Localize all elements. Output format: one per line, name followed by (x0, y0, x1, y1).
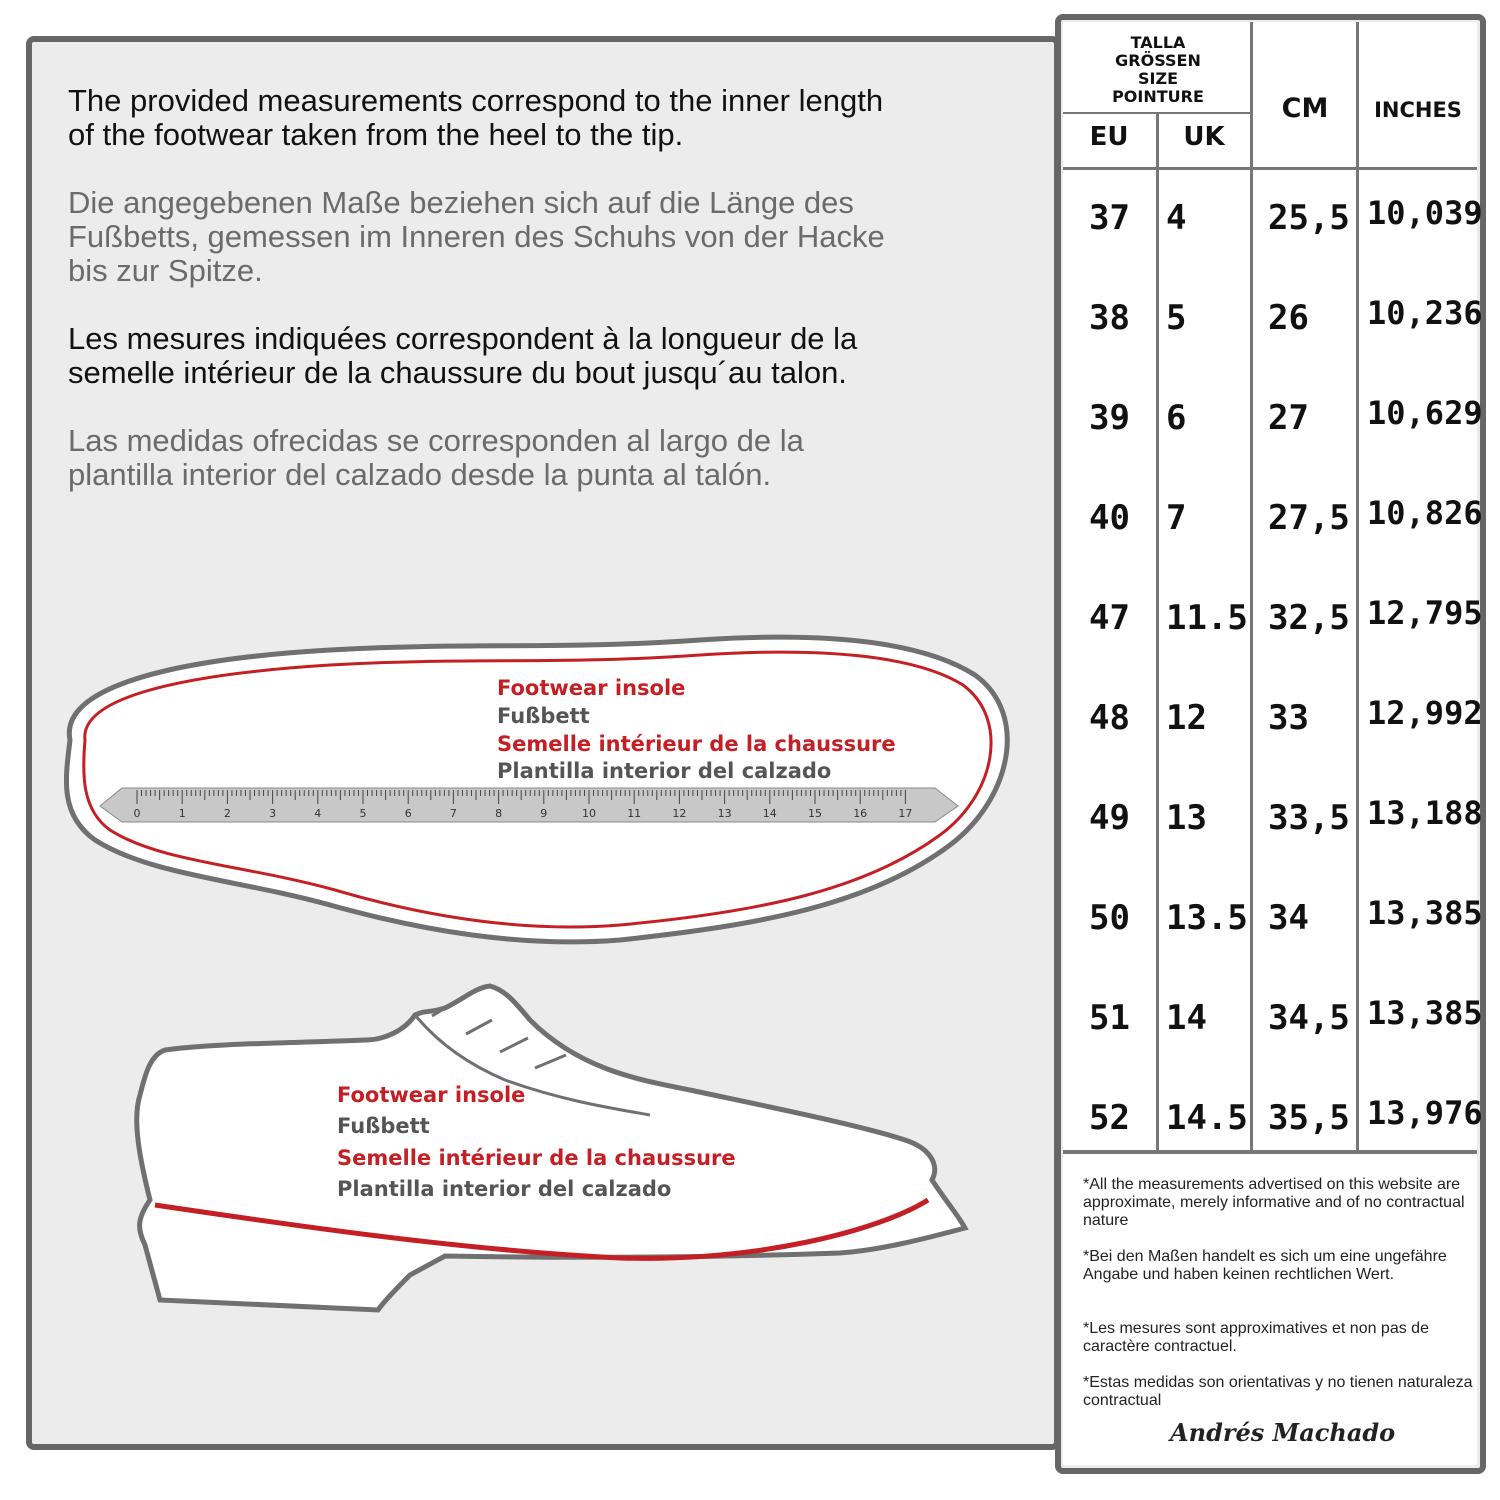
ruler-label: 8 (495, 807, 503, 820)
ruler-label: 0 (133, 807, 141, 820)
ruler-label: 12 (672, 807, 687, 820)
shoe-label-french: Semelle intérieur de la chaussure (337, 1146, 736, 1170)
ruler-label: 2 (223, 807, 231, 820)
shoe-label-english: Footwear insole (337, 1083, 526, 1107)
table-divider (1063, 167, 1477, 170)
header-cm: CM (1281, 93, 1329, 124)
ruler-label: 11 (627, 807, 642, 820)
size-cell-cm: 33,5 (1268, 798, 1350, 838)
header-uk: UK (1183, 122, 1225, 152)
size-cell-cm: 27,5 (1268, 498, 1350, 538)
intro-line: The provided measurements correspond to the inner length (68, 83, 884, 118)
size-cell-uk: 13 (1166, 798, 1207, 838)
size-cell-cm: 32,5 (1268, 598, 1350, 638)
size-cell-eu: 38 (1089, 298, 1130, 338)
size-cell-inches: 12,795 (1367, 594, 1483, 632)
size-cell-eu: 49 (1089, 798, 1130, 838)
intro-line: plantilla interior del calzado desde la punta al talón. (68, 457, 772, 492)
size-cell-uk: 6 (1166, 398, 1187, 438)
size-cell-eu: 48 (1089, 698, 1130, 738)
size-cell-eu: 50 (1089, 898, 1130, 938)
size-cell-cm: 27 (1268, 398, 1309, 438)
header-eu: EU (1089, 122, 1129, 152)
ruler-label: 9 (540, 807, 548, 820)
ruler-label: 13 (717, 807, 732, 820)
header-size-line: GRÖSSEN (1115, 51, 1201, 70)
size-cell-uk: 12 (1166, 698, 1207, 738)
ruler-label: 10 (582, 807, 596, 820)
header-inches: INCHES (1374, 98, 1462, 122)
shoe-label-german: Fußbett (337, 1114, 430, 1138)
size-cell-cm: 35,5 (1268, 1098, 1350, 1138)
size-cell-inches: 13,976 (1367, 1094, 1483, 1132)
size-cell-inches: 10,039 (1367, 194, 1483, 232)
size-cell-eu: 39 (1089, 398, 1130, 438)
insole-label-german: Fußbett (497, 704, 590, 728)
size-cell-uk: 13.5 (1166, 898, 1248, 938)
size-cell-eu: 52 (1089, 1098, 1130, 1138)
header-size-line: POINTURE (1112, 87, 1204, 106)
table-divider (1356, 22, 1359, 1150)
ruler-label: 3 (269, 807, 277, 820)
size-cell-inches: 12,992 (1367, 694, 1483, 732)
disclaimer-english: *All the measurements advertised on this website are approximate, merely informative and of no contractual nature (1083, 1176, 1465, 1229)
size-cell-uk: 14 (1166, 998, 1207, 1038)
size-cell-cm: 33 (1268, 698, 1309, 738)
insole-label-french: Semelle intérieur de la chaussure (497, 732, 896, 756)
disclaimer-spanish: *Estas medidas son orientativas y no tienen naturaleza contractual (1083, 1374, 1473, 1409)
size-cell-inches: 13,188 (1367, 794, 1483, 832)
size-cell-cm: 34 (1268, 898, 1309, 938)
shoe-label-spanish: Plantilla interior del calzado (337, 1177, 672, 1201)
ruler-label: 16 (853, 807, 868, 820)
size-cell-inches: 13,385 (1367, 894, 1483, 932)
size-cell-eu: 40 (1089, 498, 1130, 538)
header-size-line: SIZE (1137, 69, 1178, 88)
size-cell-uk: 5 (1166, 298, 1187, 338)
intro-line: semelle intérieur de la chaussure du bout jusqu´au talon. (68, 355, 847, 390)
size-cell-cm: 26 (1268, 298, 1309, 338)
ruler-label: 14 (762, 807, 777, 820)
size-cell-inches: 10,236 (1367, 294, 1483, 332)
ruler-label: 1 (178, 807, 186, 820)
intro-line: Las medidas ofrecidas se corresponden al largo de la (68, 423, 804, 458)
size-cell-uk: 4 (1166, 198, 1187, 238)
intro-line: Die angegebenen Maße beziehen sich auf die Länge des (68, 185, 854, 220)
size-cell-inches: 13,385 (1367, 994, 1483, 1032)
intro-line: Les mesures indiquées correspondent à la longueur de la (68, 321, 858, 356)
ruler-label: 7 (449, 807, 457, 820)
size-cell-eu: 51 (1089, 998, 1130, 1038)
ruler-label: 4 (314, 807, 322, 820)
brand-signature: Andrés Machado (1170, 1418, 1396, 1447)
table-divider (1250, 22, 1253, 1150)
ruler-label: 6 (404, 807, 412, 820)
table-divider (1063, 112, 1253, 114)
size-cell-eu: 37 (1089, 198, 1130, 238)
size-cell-uk: 14.5 (1166, 1098, 1248, 1138)
ruler-label: 5 (359, 807, 367, 820)
size-cell-uk: 7 (1166, 498, 1187, 538)
ruler-label: 15 (808, 807, 822, 820)
header-size (1063, 34, 1253, 106)
intro-line: Fußbetts, gemessen im Inneren des Schuhs von der Hacke (68, 219, 885, 254)
ruler-label: 17 (898, 807, 913, 820)
size-cell-inches: 10,629 (1367, 394, 1483, 432)
size-cell-eu: 47 (1089, 598, 1130, 638)
disclaimer-french: *Les mesures sont approximatives et non pas de caractère contractuel. (1083, 1320, 1429, 1355)
size-cell-inches: 10,826 (1367, 494, 1483, 532)
size-cell-cm: 25,5 (1268, 198, 1350, 238)
size-cell-uk: 11.5 (1166, 598, 1248, 638)
size-cell-cm: 34,5 (1268, 998, 1350, 1038)
intro-line: bis zur Spitze. (68, 253, 263, 288)
insole-label-english: Footwear insole (497, 676, 686, 700)
insole-label-spanish: Plantilla interior del calzado (497, 759, 832, 783)
disclaimer-german: *Bei den Maßen handelt es sich um eine ungefähre Angabe und haben keinen rechtlichen Wert. (1083, 1248, 1447, 1283)
intro-line: of the footwear taken from the heel to the tip. (68, 117, 684, 152)
header-size-line: TALLA (1130, 33, 1186, 52)
table-divider (1063, 1150, 1477, 1154)
table-divider (1156, 114, 1159, 1150)
